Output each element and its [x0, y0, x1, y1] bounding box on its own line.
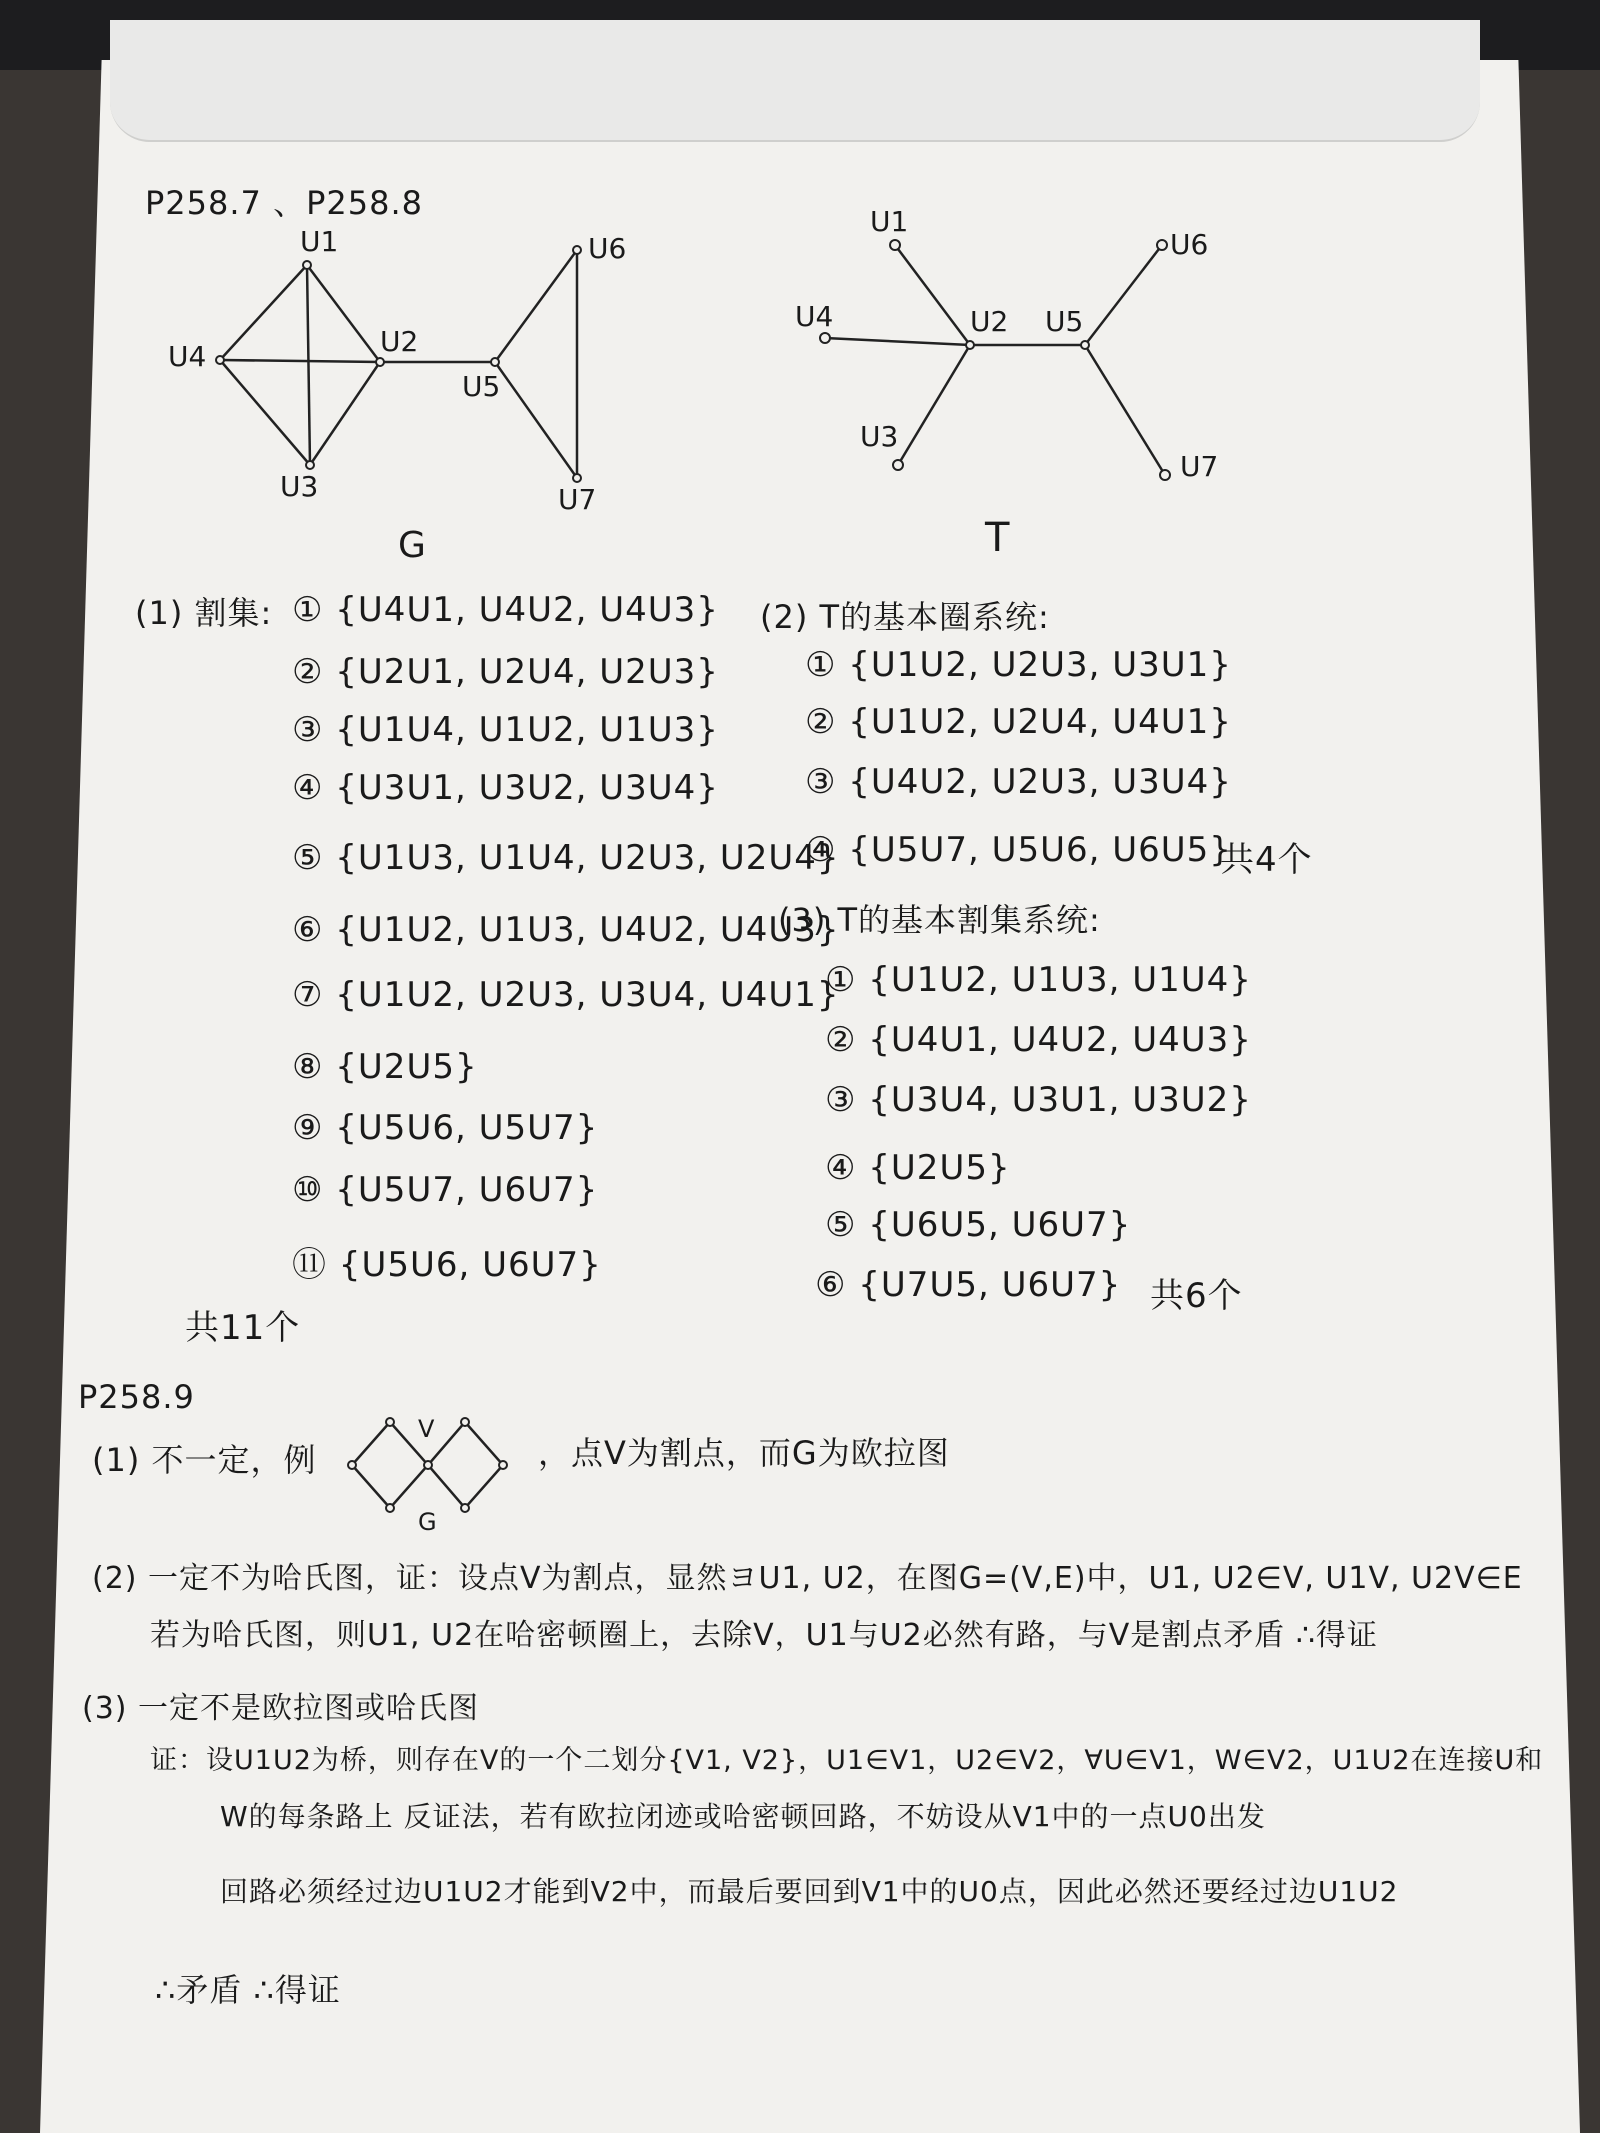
part2-item-2: ② {U1U2, U2U4, U4U1} — [805, 702, 1232, 742]
part3-item-5: ⑤ {U6U5, U6U7} — [825, 1205, 1132, 1245]
part2-item-4: ④ {U5U7, U5U6, U6U5} — [805, 830, 1232, 870]
p9-header: P258.9 — [78, 1378, 195, 1416]
part3-total: 共6个 — [1150, 1276, 1243, 1316]
p9-q3-line3: W的每条路上 反证法，若有欧拉闭迹或哈密顿回路，不妨设从V1中的一点U0出发 — [220, 1800, 1266, 1833]
part1-item-1: ① {U4U1, U4U2, U4U3} — [292, 590, 719, 630]
part1-item-4: ④ {U3U1, U3U2, U3U4} — [292, 768, 719, 808]
part3-item-3: ③ {U3U4, U3U1, U3U2} — [825, 1080, 1252, 1120]
p9-q2-line2: 若为哈氏图，则U1, U2在哈密顿圈上，去除V，U1与U2必然有路，与V是割点矛盾 ∴得证 — [150, 1618, 1378, 1653]
part1-item-5: ⑤ {U1U3, U1U4, U2U3, U2U4} — [292, 838, 840, 878]
p9-q3-line2: 证：设U1U2为桥，则存在V的一个二划分{V1, V2}，U1∈V1，U2∈V2，∀U∈V1，W∈V2，U1U2在连接U和 — [150, 1745, 1544, 1776]
graph-g — [150, 220, 710, 540]
g-label-u7: U7 — [558, 483, 597, 516]
part2-item-3: ③ {U4U2, U2U3, U3U4} — [805, 762, 1232, 802]
paper-fold — [110, 20, 1480, 142]
t-label-u3: U3 — [860, 420, 899, 453]
p9-q3-line4: 回路必须经过边U1U2才能到V2中，而最后要回到V1中的U0点，因此必然还要经过边U1U2 — [220, 1875, 1399, 1908]
part3-item-1: ① {U1U2, U1U3, U1U4} — [825, 960, 1252, 1000]
part3-item-2: ② {U4U1, U4U2, U4U3} — [825, 1020, 1252, 1060]
p9-q3-line5: ∴矛盾 ∴得证 — [155, 1971, 341, 2009]
t-label-u2: U2 — [970, 305, 1009, 338]
graph-t-caption: T — [985, 515, 1011, 561]
page-header: P258.7 、P258.8 — [145, 184, 423, 222]
part3-item-6: ⑥ {U7U5, U6U7} — [815, 1265, 1122, 1305]
part1-item-10: ⑩ {U5U7, U6U7} — [292, 1170, 599, 1210]
t-label-u7: U7 — [1180, 450, 1219, 483]
t-label-u4: U4 — [795, 300, 834, 333]
g-label-u3: U3 — [280, 470, 319, 503]
t-label-u6: U6 — [1170, 228, 1209, 261]
p9-diagram-v: V — [418, 1415, 435, 1443]
g-label-u1: U1 — [300, 225, 339, 258]
part1-item-8: ⑧ {U2U5} — [292, 1047, 478, 1087]
g-label-u4: U4 — [168, 340, 207, 373]
t-label-u1: U1 — [870, 205, 909, 238]
g-label-u2: U2 — [380, 325, 419, 358]
part1-title: (1) 割集: — [135, 594, 273, 632]
graph-g-caption: G — [398, 525, 427, 566]
part1-item-7: ⑦ {U1U2, U2U3, U3U4, U4U1} — [292, 975, 840, 1015]
part3-title: (3) T的基本割集系统: — [778, 901, 1101, 939]
part2-item-1: ① {U1U2, U2U3, U3U1} — [805, 645, 1232, 685]
part1-total: 共11个 — [185, 1308, 301, 1348]
part1-item-11: ⑪ {U5U6, U6U7} — [292, 1245, 602, 1285]
g-label-u5: U5 — [462, 370, 501, 403]
p9-diagram-g: G — [418, 1508, 437, 1536]
p9-q3-line1: (3) 一定不是欧拉图或哈氏图 — [82, 1691, 480, 1726]
p9-q2-line1: (2) 一定不为哈氏图，证：设点V为割点，显然ヨU1, U2，在图G=(V,E)中，U1, U2∈V, U1V, U2V∈E — [92, 1561, 1523, 1596]
g-label-u6: U6 — [588, 232, 627, 265]
part2-title: (2) T的基本圈系统: — [760, 598, 1050, 636]
p9-q1-prefix: (1) 不一定，例 — [92, 1441, 317, 1479]
part1-item-3: ③ {U1U4, U1U2, U1U3} — [292, 710, 719, 750]
part1-item-6: ⑥ {U1U2, U1U3, U4U2, U4U3} — [292, 910, 840, 950]
part1-item-2: ② {U2U1, U2U4, U2U3} — [292, 652, 719, 692]
part3-item-4: ④ {U2U5} — [825, 1148, 1011, 1188]
part2-total: 共4个 — [1220, 840, 1313, 880]
p9-q1-suffix: ，点V为割点，而G为欧拉图 — [538, 1434, 950, 1472]
t-label-u5: U5 — [1045, 305, 1084, 338]
part1-item-9: ⑨ {U5U6, U5U7} — [292, 1108, 599, 1148]
